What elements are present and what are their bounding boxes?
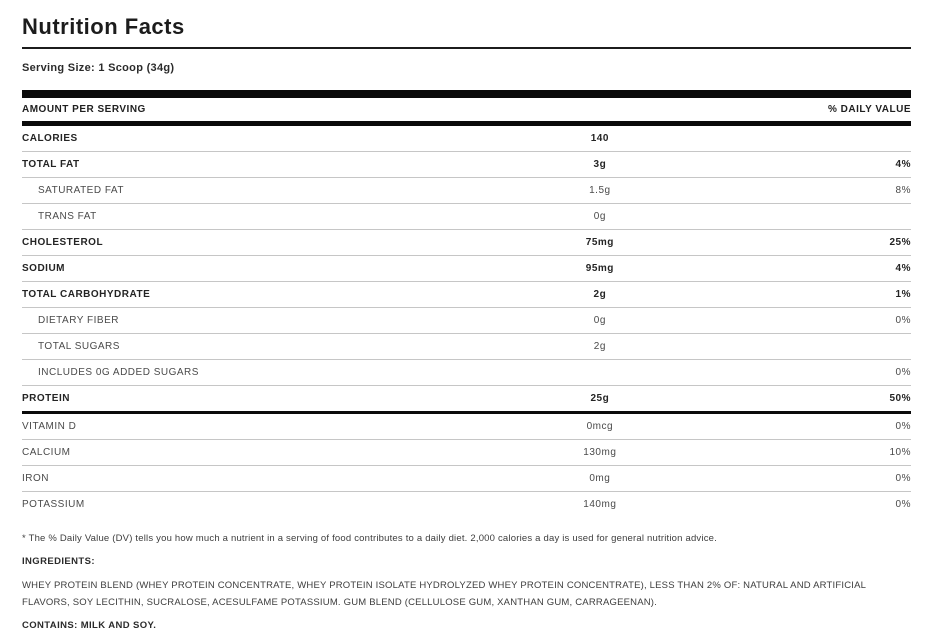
nutrient-name: TOTAL CARBOHYDRATE bbox=[22, 289, 151, 300]
nutrient-daily-value: 0% bbox=[895, 499, 911, 510]
divider-bar-top bbox=[22, 90, 911, 98]
nutrient-amount: 2g bbox=[593, 289, 607, 300]
nutrient-daily-value: 1% bbox=[895, 289, 911, 300]
daily-value-footnote: * The % Daily Value (DV) tells you how much a nutrient in a serving of food contributes to a daily diet. 2,000 calories a day is used for general nutrition advice. bbox=[22, 533, 717, 544]
nutrient-daily-value: 10% bbox=[889, 447, 911, 458]
table-header-row bbox=[22, 98, 911, 121]
nutrient-amount: 140 bbox=[590, 133, 609, 144]
nutrient-name: TOTAL SUGARS bbox=[38, 341, 120, 352]
nutrient-name: DIETARY FIBER bbox=[38, 315, 119, 326]
nutrient-name: TOTAL FAT bbox=[22, 159, 80, 170]
table-row bbox=[22, 414, 911, 440]
contains-statement: CONTAINS: MILK AND SOY. bbox=[22, 620, 157, 631]
nutrient-name: SODIUM bbox=[22, 263, 65, 274]
nutrient-daily-value: 0% bbox=[895, 473, 911, 484]
nutrient-daily-value: 25% bbox=[889, 237, 911, 248]
nutrient-amount: 0mcg bbox=[586, 421, 614, 432]
ingredients-label: INGREDIENTS: bbox=[22, 556, 95, 567]
nutrient-name: VITAMIN D bbox=[22, 421, 77, 432]
table-row bbox=[22, 230, 911, 256]
table-row bbox=[22, 282, 911, 308]
nutrient-name: CALCIUM bbox=[22, 447, 71, 458]
table-header-amount: AMOUNT PER SERVING bbox=[22, 104, 146, 115]
nutrient-amount: 0mg bbox=[589, 473, 611, 484]
nutrient-amount: 1.5g bbox=[589, 185, 611, 196]
table-row bbox=[22, 204, 911, 230]
nutrient-amount: 2g bbox=[593, 341, 606, 352]
table-row bbox=[22, 126, 911, 152]
nutrition-table bbox=[22, 126, 911, 517]
nutrient-name: POTASSIUM bbox=[22, 499, 85, 510]
nutrient-amount: 3g bbox=[593, 159, 607, 170]
nutrient-name: CHOLESTEROL bbox=[22, 237, 104, 248]
nutrient-amount: 25g bbox=[590, 393, 610, 404]
table-row bbox=[22, 386, 911, 414]
table-row bbox=[22, 360, 911, 386]
nutrient-daily-value: 8% bbox=[895, 185, 911, 196]
table-row bbox=[22, 256, 911, 282]
nutrient-name: PROTEIN bbox=[22, 393, 70, 404]
nutrient-name: IRON bbox=[22, 473, 49, 484]
nutrient-daily-value: 4% bbox=[895, 159, 911, 170]
table-row bbox=[22, 492, 911, 517]
nutrient-name: SATURATED FAT bbox=[38, 185, 124, 196]
nutrient-amount: 0g bbox=[593, 315, 606, 326]
page-title: Nutrition Facts bbox=[22, 14, 911, 49]
nutrient-daily-value: 0% bbox=[895, 421, 911, 432]
nutrient-amount: 130mg bbox=[583, 447, 617, 458]
nutrient-daily-value: 0% bbox=[895, 367, 911, 378]
nutrient-name: CALORIES bbox=[22, 133, 78, 144]
serving-size-text: Serving Size: 1 Scoop (34g) bbox=[22, 62, 175, 74]
table-row bbox=[22, 440, 911, 466]
table-row bbox=[22, 152, 911, 178]
nutrient-amount: 0g bbox=[593, 211, 606, 222]
table-row bbox=[22, 334, 911, 360]
nutrient-name: TRANS FAT bbox=[38, 211, 97, 222]
nutrient-name: INCLUDES 0G ADDED SUGARS bbox=[38, 367, 199, 378]
table-header-daily-value: % DAILY VALUE bbox=[828, 104, 911, 115]
ingredients-text: WHEY PROTEIN BLEND (WHEY PROTEIN CONCENTRATE, WHEY PROTEIN ISOLATE HYDROLYZED WHEY PROTEIN CONCENTRATE), LESS THAN 2% OF: NATURAL AND ARTIFICIAL FLAVORS, SOY LECITHIN, SUCRALOSE, ACESULFAME POTASSIUM. GUM BLEND (CELLULOSE GUM, XANTHAN GUM, CARRAGEENAN). bbox=[22, 580, 866, 608]
table-row bbox=[22, 308, 911, 334]
nutrient-amount: 75mg bbox=[585, 237, 614, 248]
nutrient-daily-value: 50% bbox=[889, 393, 911, 404]
nutrient-daily-value: 4% bbox=[895, 263, 911, 274]
table-row bbox=[22, 466, 911, 492]
nutrient-amount: 140mg bbox=[583, 499, 617, 510]
table-row bbox=[22, 178, 911, 204]
nutrient-daily-value: 0% bbox=[895, 315, 911, 326]
nutrient-amount: 95mg bbox=[585, 263, 614, 274]
